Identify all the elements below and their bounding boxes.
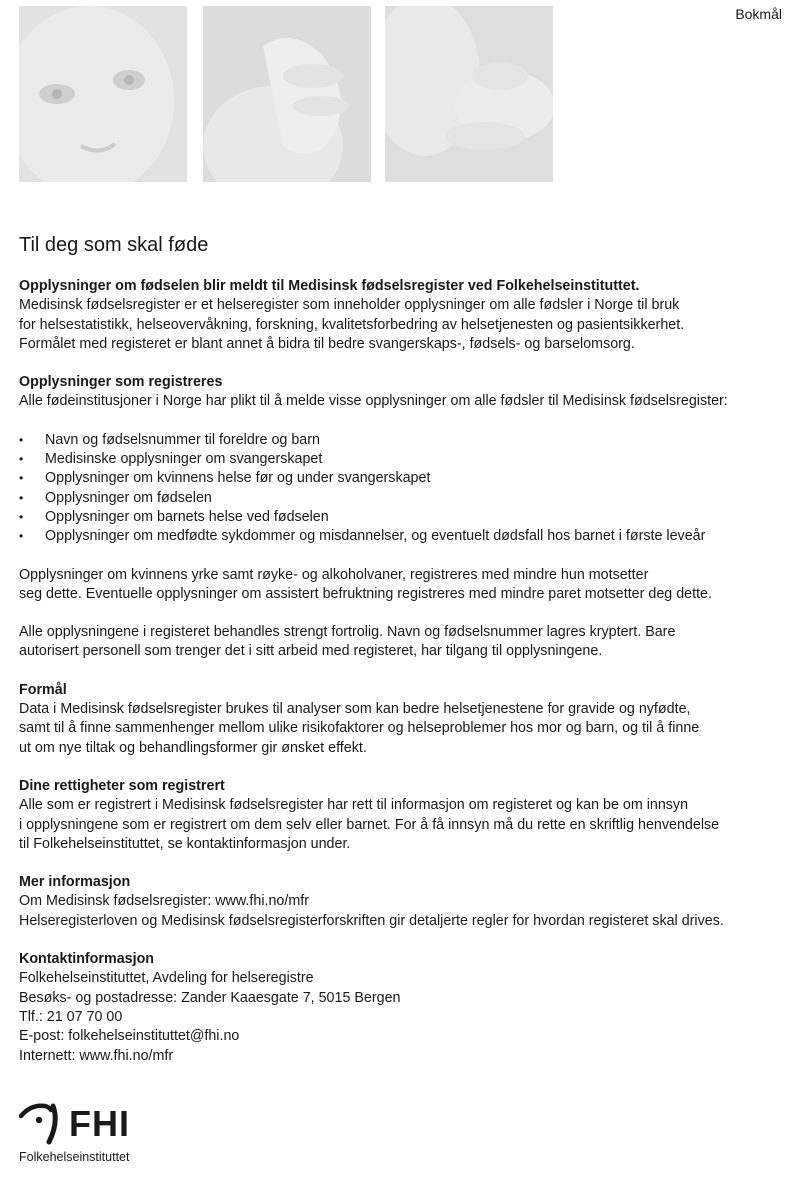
paragraph-line: Opplysninger om kvinnens yrke samt røyke- og alkoholvaner, registreres med mindre hun motsetter: [19, 566, 649, 583]
intro-section: [19, 277, 781, 354]
contact-email: E-post: folkehelseinstituttet@fhi.no: [19, 1028, 240, 1045]
logo-subtitle: Folkehelseinstituttet: [19, 1150, 130, 1164]
registered-paragraph-1: [19, 566, 781, 605]
intro-line: Medisinsk fødselsregister er et helseregister som inneholder opplysninger om alle fødsler i Norge til bruk: [19, 297, 680, 314]
rights-line: til Folkehelseinstituttet, se kontaktinformasjon under.: [19, 835, 351, 852]
contact-heading: Kontaktinformasjon: [19, 951, 155, 968]
photo-baby-face: [19, 6, 187, 182]
registered-lead: Alle fødeinstitusjoner i Norge har plikt til å melde visse opplysninger om alle fødsler til Medisinsk fødselsregister:: [19, 393, 728, 410]
language-label: Bokmål: [735, 6, 782, 22]
list-item: • Opplysninger om barnets helse ved fødselen: [19, 508, 781, 527]
contact-website: Internett: www.fhi.no/mfr: [19, 1047, 174, 1064]
intro-line: Formålet med registeret er blant annet å bidra til bedre svangerskaps-, fødsels- og barselomsorg.: [19, 335, 635, 352]
registered-heading: Opplysninger som registreres: [19, 374, 223, 391]
paragraph-line: Alle opplysningene i registeret behandles strengt fortrolig. Navn og fødselsnummer lagres kryptert. Bare: [19, 624, 676, 641]
intro-heading: Opplysninger om fødselen blir meldt til Medisinsk fødselsregister ved Folkehelseinstituttet.: [19, 278, 640, 294]
page-title: Til deg som skal føde: [19, 234, 209, 256]
rights-line: Alle som er registrert i Medisinsk fødselsregister har rett til informasjon om registeret og kan be om innsyn: [19, 797, 689, 814]
contact-phone: Tlf.: 21 07 70 00: [19, 1008, 123, 1025]
contact-address: Besøks- og postadresse: Zander Kaaesgate 7, 5015 Bergen: [19, 989, 401, 1006]
more-info-section: [19, 873, 781, 931]
purpose-heading: Formål: [19, 681, 67, 698]
registered-paragraph-2: [19, 623, 781, 662]
paragraph-line: seg dette. Eventuelle opplysninger om assistert befruktning registreres med mindre paret motsetter deg dette.: [19, 585, 712, 602]
purpose-section: [19, 681, 781, 758]
logo-wordmark: FHI: [69, 1103, 130, 1144]
list-item: • Opplysninger om medfødte sykdommer og misdannelser, og eventuelt dødsfall hos barnet i første leveår: [19, 527, 781, 546]
photo-baby-fist: [385, 6, 553, 182]
document-body: [19, 232, 781, 1085]
fhi-logo: [19, 1102, 159, 1172]
list-item: • Opplysninger om kvinnens helse før og under svangerskapet: [19, 469, 781, 488]
rights-line: i opplysningene som er registrert om dem selv eller barnet. For å få innsyn må du rette en skriftlig henvendelse: [19, 816, 720, 833]
purpose-line: samt til å finne sammenhenger mellom ulike risikofaktorer og helseproblemer hos mor og barn, og til å finne: [19, 720, 700, 737]
registered-section: [19, 373, 781, 412]
photo-baby-hand: [203, 6, 371, 182]
list-item: • Opplysninger om fødselen: [19, 489, 781, 508]
list-item: • Medisinske opplysninger om svangerskapet: [19, 450, 781, 469]
fhi-logo-icon: [19, 1102, 65, 1146]
more-info-line: Om Medisinsk fødselsregister: www.fhi.no/mfr: [19, 893, 309, 910]
purpose-line: Data i Medisinsk fødselsregister brukes til analyser som kan bedre helsetjenestene for gravide og nyfødte,: [19, 701, 691, 718]
purpose-line: ut om nye tiltak og behandlingsformer gir ønsket effekt.: [19, 739, 367, 756]
more-info-heading: Mer informasjon: [19, 874, 131, 891]
intro-line: for helsestatistikk, helseovervåkning, forskning, kvalitetsforbedring av helsetjenesten og pasientsikkerhet.: [19, 316, 685, 333]
list-item: • Navn og fødselsnummer til foreldre og barn: [19, 431, 781, 450]
contact-line: Folkehelseinstituttet, Avdeling for helseregistre: [19, 970, 314, 987]
paragraph-line: autorisert personell som trenger det i sitt arbeid med registeret, har tilgang til opplysningene.: [19, 643, 603, 660]
more-info-line: Helseregisterloven og Medisinsk fødselsregisterforskriften gir detaljerte regler for hvordan registeret skal drives.: [19, 912, 724, 929]
registered-list: [19, 431, 781, 547]
rights-heading: Dine rettigheter som registrert: [19, 777, 225, 794]
contact-section: [19, 950, 781, 1066]
rights-section: [19, 777, 781, 854]
